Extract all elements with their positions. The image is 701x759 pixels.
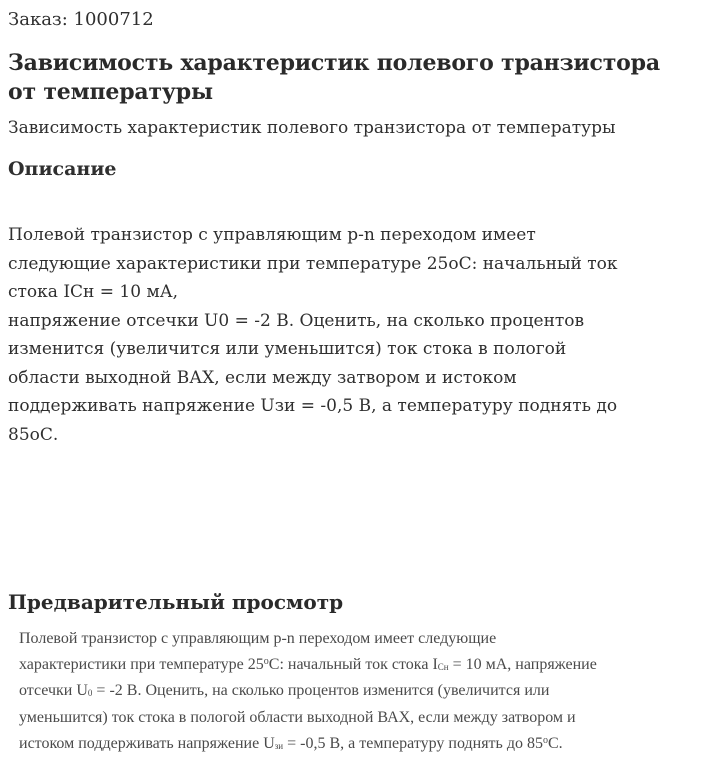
description-line: области выходной ВАХ, если между затвором и истоком	[8, 367, 517, 388]
description-line: стока IСн = 10 мА,	[8, 282, 178, 302]
page-subtitle: Зависимость характеристик полевого транзистора от температуры	[8, 118, 616, 138]
preview-line: Полевой транзистор с управляющим p-n переходом имеет следующие	[19, 630, 497, 647]
description-line: 85оС.	[8, 424, 59, 445]
page-title: Зависимость характеристик полевого транзистора от температуры	[8, 50, 660, 105]
preview-line: уменьшится) ток стока в пологой области выходной ВАХ, если между затвором и	[19, 708, 576, 726]
preview-fragment: = 10 мА, напряжение	[448, 656, 597, 674]
subscript: зи	[274, 740, 284, 751]
description-line: изменится (увеличится или уменьшится) ток стока в пологой	[8, 339, 567, 359]
description-line: поддерживать напряжение Uзи = -0,5 В, а температуру поднять до	[8, 396, 618, 416]
preview-fragment: С.	[547, 734, 563, 752]
preview-text	[19, 627, 699, 758]
description-text	[8, 221, 693, 449]
preview-fragment: С: начальный ток стока I	[268, 656, 438, 674]
preview-fragment: истоком поддерживать напряжение U	[19, 734, 275, 752]
preview-fragment: = -0,5 В, а температуру поднять до 85	[283, 734, 543, 752]
description-label: Описание	[8, 158, 117, 180]
preview-line	[19, 729, 699, 758]
description-line: Полевой транзистор с управляющим p-n переходом имеет	[8, 225, 536, 245]
subscript: 0	[87, 688, 93, 699]
preview-line	[19, 679, 699, 705]
order-number: Заказ: 1000712	[8, 9, 154, 30]
subscript: Сн	[437, 662, 449, 673]
description-line: напряжение отсечки U0 = -2 В. Оценить, на сколько процентов	[8, 310, 585, 331]
preview-fragment: = -2 В. Оценить, на сколько процентов изменится (увеличится или	[92, 682, 550, 700]
description-line: следующие характеристики при температуре 25оС: начальный ток	[8, 253, 618, 274]
degree-mark: о	[542, 734, 548, 746]
preview-heading: Предварительный просмотр	[8, 590, 344, 614]
preview-fragment: характеристики при температуре 25	[19, 656, 264, 674]
degree-mark: о	[263, 656, 269, 668]
preview-line	[19, 650, 699, 679]
preview-fragment: отсечки U	[19, 682, 88, 700]
